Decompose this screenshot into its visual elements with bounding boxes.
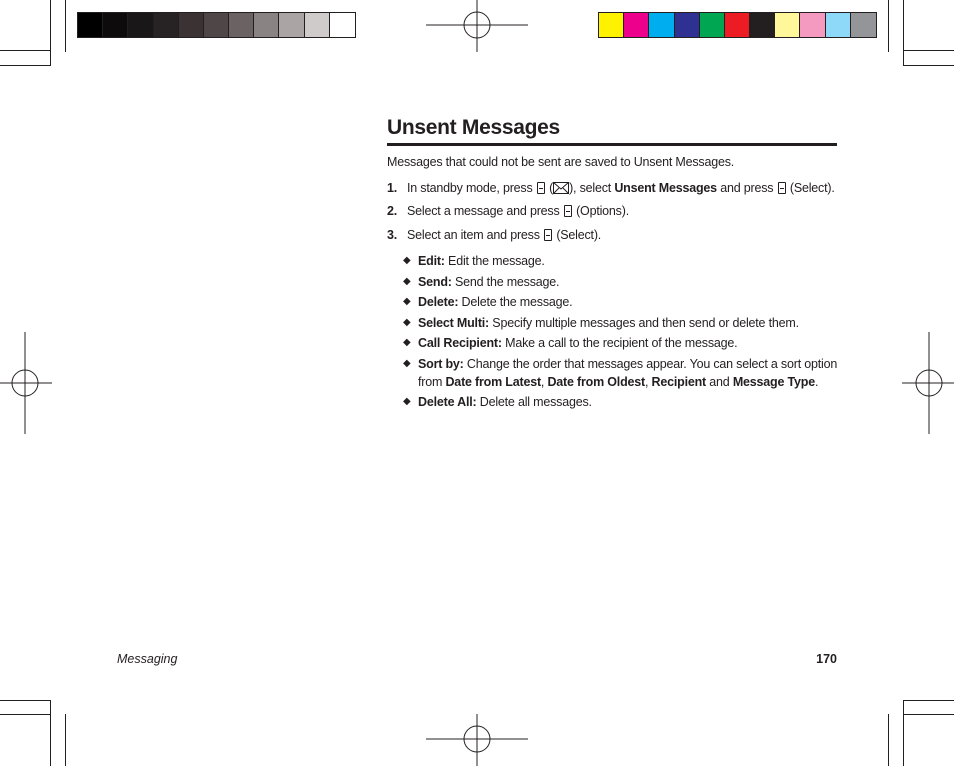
color-swatch (851, 13, 876, 37)
step-3: 3. Select an item and press (Select). (387, 228, 602, 242)
registration-mark-icon (426, 0, 528, 52)
section-footer: Messaging (117, 652, 178, 666)
diamond-bullet-icon: ◆ (403, 316, 411, 328)
registration-mark-icon (0, 332, 52, 434)
diamond-bullet-icon: ◆ (403, 357, 411, 369)
list-item: ◆ Call Recipient: Make a call to the recipient of the message. (403, 336, 738, 350)
crop-mark (904, 714, 954, 715)
color-swatch (775, 13, 800, 37)
list-item: ◆ Select Multi: Specify multiple messages and then send or delete them. (403, 315, 799, 330)
color-swatch (103, 13, 128, 37)
color-swatch (254, 13, 279, 37)
envelope-icon (553, 182, 569, 194)
color-swatch (204, 13, 229, 37)
softkey-icon (564, 205, 572, 217)
crop-mark (65, 0, 66, 52)
diamond-bullet-icon: ◆ (403, 275, 411, 287)
color-swatch (599, 13, 624, 37)
crop-mark (888, 0, 889, 52)
crop-mark (50, 700, 51, 766)
color-swatch (229, 13, 254, 37)
crop-mark (0, 700, 51, 701)
color-swatch (725, 13, 750, 37)
step-number: 3. (387, 228, 398, 242)
color-swatch (624, 13, 649, 37)
color-swatch (154, 13, 179, 37)
crop-mark (888, 714, 889, 766)
crop-mark (50, 0, 51, 66)
step-number: 2. (387, 204, 398, 218)
color-swatch (800, 13, 825, 37)
intro-text: Messages that could not be sent are saved to Unsent Messages. (387, 155, 735, 169)
list-item: ◆ Edit: Edit the message. (403, 254, 545, 268)
crop-mark (0, 714, 50, 715)
list-item: ◆ Sort by: Change the order that messages appear. You can select a sort option from Date from Latest, Date from Oldest, Recipient and Message Type. (403, 356, 838, 389)
crop-mark (65, 714, 66, 766)
page-number: 170 (816, 652, 837, 666)
step-2: 2. Select a message and press (Options). (387, 204, 629, 218)
color-swatch (305, 13, 330, 37)
registration-mark-icon (426, 714, 528, 766)
step-1: 1. In standby mode, press ( ), select Unsent Messages and press (Select). (387, 181, 835, 195)
diamond-bullet-icon: ◆ (403, 337, 411, 348)
crop-mark (903, 700, 904, 766)
process-color-bar (598, 12, 877, 38)
list-item: ◆ Delete All: Delete all messages. (403, 395, 592, 409)
crop-mark (904, 50, 954, 51)
color-swatch (750, 13, 775, 37)
color-swatch (330, 13, 355, 37)
diamond-bullet-icon: ◆ (403, 296, 411, 307)
step-number: 1. (387, 181, 398, 195)
page-title: Unsent Messages (387, 114, 837, 146)
color-swatch (700, 13, 725, 37)
color-swatch (179, 13, 204, 37)
softkey-icon (544, 229, 552, 241)
crop-mark (903, 700, 954, 701)
crop-mark (903, 0, 904, 66)
diamond-bullet-icon: ◆ (403, 255, 411, 266)
crop-mark (0, 65, 51, 66)
grayscale-color-bar (77, 12, 356, 38)
color-swatch (279, 13, 304, 37)
option-list (403, 252, 843, 414)
diamond-bullet-icon: ◆ (403, 396, 411, 407)
color-swatch (78, 13, 103, 37)
softkey-icon (537, 182, 545, 194)
softkey-icon (778, 182, 786, 194)
color-swatch (649, 13, 674, 37)
registration-mark-icon (902, 332, 954, 434)
color-swatch (826, 13, 851, 37)
color-swatch (128, 13, 153, 37)
crop-mark (0, 50, 50, 51)
crop-mark (903, 65, 954, 66)
list-item: ◆ Delete: Delete the message. (403, 295, 573, 309)
color-swatch (675, 13, 700, 37)
list-item: ◆ Send: Send the message. (403, 274, 560, 289)
